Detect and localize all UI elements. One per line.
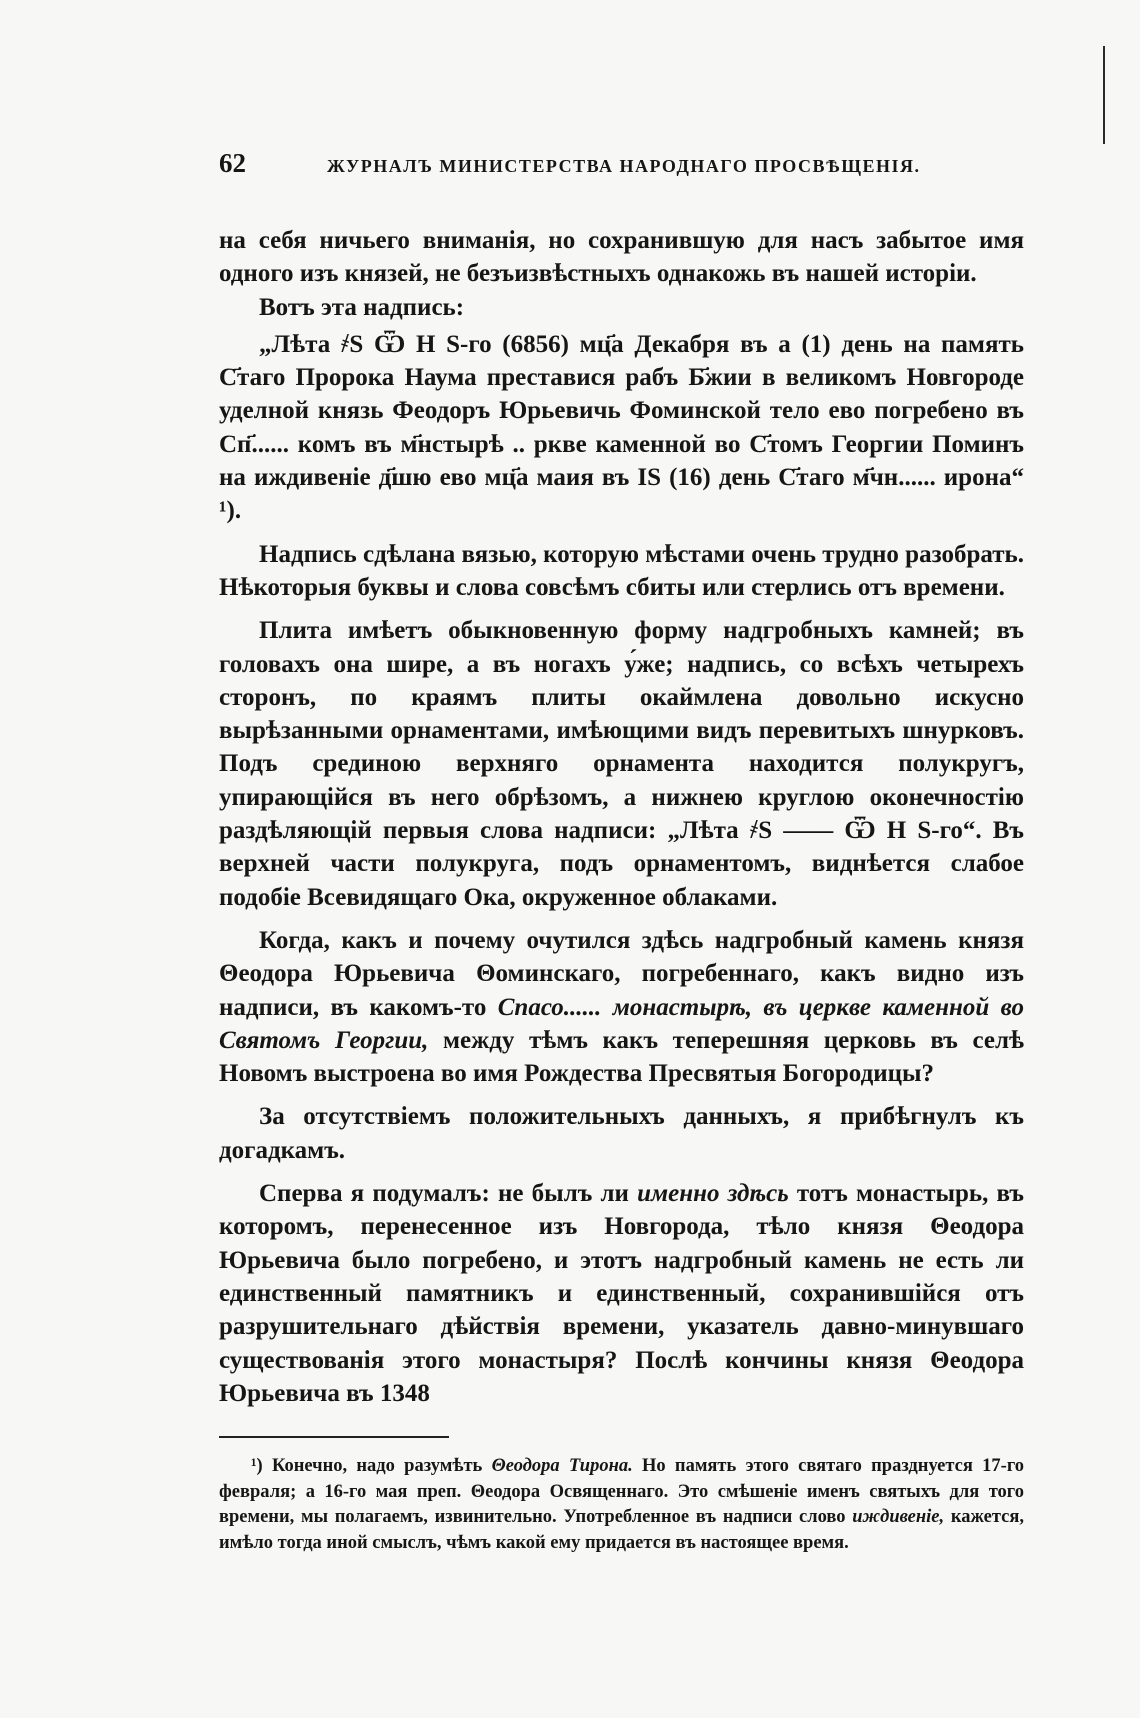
page-number: 62 — [219, 148, 246, 178]
paragraph-5: Плита имѣетъ обыкновенную форму надгробныхъ камней; въ головахъ она шире, а въ ногахъ у́же; надпись, со всѣхъ четырехъ сторонъ, по краямъ плиты окаймлена довольно искусно вырѣзанными орнаментами, имѣющими видъ перевитыхъ шнурковъ. Подъ срединою верхняго орнамента находится полукругъ, упирающійся въ него обрѣзомъ, а нижнею круглою оконечностію раздѣляющій первыя слова надписи: „Лѣта ҂S —— Ѿ Н S-го“. Въ верхней части полукруга, подъ орнаментомъ, виднѣется слабое подобіе Всевидящаго Ока, окруженное облаками. — [219, 617, 1024, 911]
footnote-part-1: ¹) Конечно, надо разумѣть — [251, 1456, 483, 1477]
scan-edge-mark — [1103, 46, 1105, 144]
main-text — [219, 224, 1024, 1410]
paragraph-8-part-1: Сперва я подумалъ: не былъ ли — [259, 1180, 629, 1208]
paragraph-8-italic: именно здѣсь — [637, 1180, 789, 1208]
paragraph-6-part-2: между тѣмъ какъ теперешняя церковь въ селѣ Новомъ выстроена во имя Рождества Пресвятыя Богородицы? — [219, 1026, 1025, 1088]
paragraph-6 — [219, 924, 1024, 1090]
running-title: ЖУРНАЛЪ МИНИСТЕРСТВА НАРОДНАГО ПРОСВѢЩЕНІЯ. — [327, 156, 921, 176]
footnote-part-2: Но память этого святаго празднуется 17-го февраля; а 16-го мая преп. Θеодора Освященнаго. Это смѣшеніе именъ святыхъ для того времени, мы полагаемъ, извинительно. Употребленное въ надписи слово — [219, 1456, 1025, 1528]
footnote-italic-1: Θеодора Тирона. — [491, 1456, 633, 1477]
page-content — [219, 148, 1024, 1556]
page-header — [219, 148, 1024, 184]
footnote-italic-2: иждивеніе, — [852, 1507, 945, 1528]
paragraph-1: на себя ничьего вниманія, но сохранившую для насъ забытое имя одного изъ князей, не безъизвѣстныхъ однакожь въ нашей исторіи. — [219, 227, 1024, 288]
inscription-quote: „Лѣта ҂S Ѿ Н S-го (6856) мц҃а Декабря въ а (1) день на память С҃таго Пророка Наума преставися рабъ Б҃жии в великомъ Новгороде уделной князь Феодоръ Юрьевичь Фоминской тело ево погребено въ Сп҃...... комъ въ м҃нстырѣ .. ркве каменной во С҃томъ Георгии Поминъ на иждивеніе д҃шю ево мц҃а маия въ ІS (16) день С҃таго м҃чн...... ирона“ ¹). — [219, 330, 1024, 525]
footnote — [219, 1454, 1024, 1556]
paragraph-7: За отсутствіемъ положительныхъ данныхъ, я прибѣгнулъ къ догадкамъ. — [219, 1103, 1024, 1164]
paragraph-8 — [219, 1177, 1024, 1410]
paragraph-8-part-2: тотъ монастырь, въ которомъ, перенесенное изъ Новгорода, тѣло князя Θеодора Юрьевича было погребено, и этотъ надгробный камень не есть ли единственный памятникъ и единственный, сохранившійся отъ разрушительнаго дѣйствія времени, указатель давно-минувшаго существованія этого монастыря? Послѣ кончины князя Θеодора Юрьевича въ 1348 — [219, 1180, 1024, 1407]
paragraph-4: Надпись сдѣлана вязью, которую мѣстами очень трудно разобрать. Нѣкоторыя буквы и слова совсѣмъ сбиты или стерлись отъ времени. — [219, 540, 1024, 601]
footnote-divider — [219, 1436, 449, 1438]
paragraph-6-italic: Спасо...... монастырѣ, въ церкве каменной во Святомъ Георгии, — [219, 993, 1024, 1054]
footnote-part-3: кажется, имѣло тогда иной смыслъ, чѣмъ какой ему придается въ настоящее время. — [219, 1507, 1024, 1553]
paragraph-6-part-1: Когда, какъ и почему очутился здѣсь надгробный камень князя Θеодора Юрьевича Θоминскаго, погребеннаго, какъ видно изъ надписи, въ какомъ-то — [219, 926, 1024, 1021]
paragraph-2: Вотъ эта надпись: — [259, 293, 465, 321]
